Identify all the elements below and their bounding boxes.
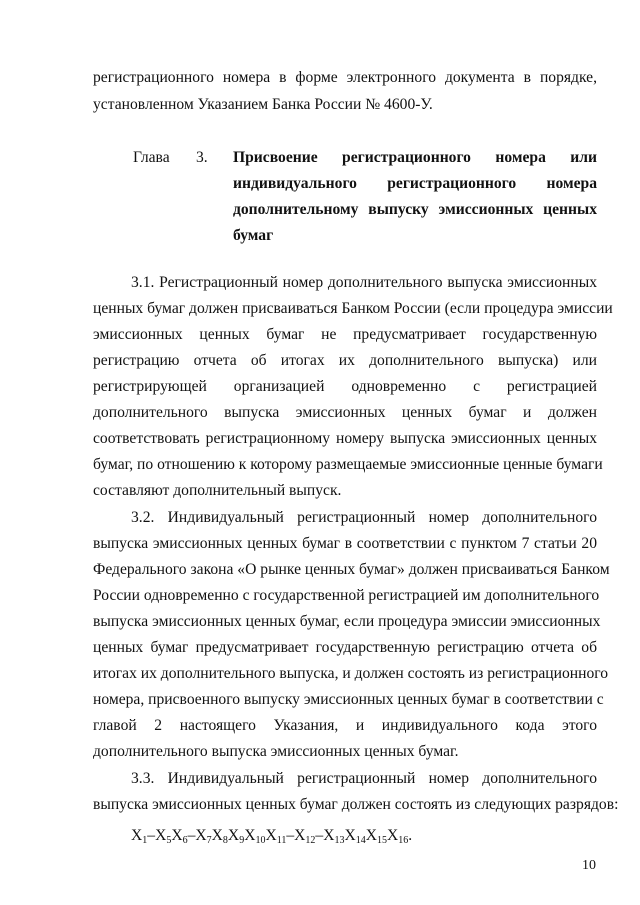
formula-digit-base: X — [131, 827, 143, 844]
paragraph-3-2-line-2: выпуска эмиссионных ценных бумаг в соответствии с пунктом 7 статьи 20 — [93, 535, 597, 552]
formula-digit — [366, 827, 387, 844]
paragraph-3-1-line-8: бумаг, по отношению к которому размещаемые эмиссионные ценные бумаги — [93, 456, 603, 473]
paragraph-3-3-line-2: выпуска эмиссионных ценных бумаг должен состоять из следующих разрядов: — [93, 796, 619, 813]
formula-digit-index: 10 — [255, 835, 266, 846]
formula-digit — [155, 827, 171, 844]
formula-digit-index: 16 — [398, 835, 409, 846]
formula-digit-index: 6 — [182, 835, 188, 846]
formula-digit — [195, 827, 211, 844]
paragraph-3-1-line-5: регистрирующей организацией одновременно с регистрацией — [93, 378, 597, 395]
paragraph-3-1-line-9: составляют дополнительный выпуск. — [93, 482, 342, 499]
chapter-title-line-1: Присвоение регистрационного номера или — [233, 149, 597, 166]
formula-digit — [344, 827, 365, 844]
paragraph-3-2-line-1: 3.2. Индивидуальный регистрационный номер дополнительного — [131, 509, 597, 526]
formula-digit-index: 13 — [334, 835, 345, 846]
paragraph-3-1-line-4: регистрацию отчета об итогах их дополнительного выпуска) или — [93, 352, 597, 369]
formula-separator: – — [286, 827, 295, 844]
paragraph-3-2-line-8: номера, присвоенного выпуску эмиссионных ценных бумаг в соответствии с — [93, 691, 604, 708]
formula-digit-base: X — [265, 827, 277, 844]
chapter-number: 3. — [196, 149, 208, 166]
formula-digit-index: 1 — [142, 835, 148, 846]
formula-digit — [212, 827, 228, 844]
formula-digit-index: 5 — [166, 835, 172, 846]
formula-digit-base: X — [171, 827, 183, 844]
formula-separator: . — [408, 827, 413, 844]
formula-digit-index: 11 — [276, 835, 287, 846]
paragraph-3-1-line-3: эмиссионных ценных бумаг не предусматривает государственную — [93, 326, 597, 343]
formula-digit — [171, 827, 187, 844]
page-number: 10 — [582, 858, 596, 873]
paragraph-3-2-line-7: итогах их дополнительного выпуска, и должен состоять из регистрационного — [93, 665, 609, 682]
formula-separator: – — [147, 827, 156, 844]
formula-digit-base: X — [195, 827, 207, 844]
formula-digit-base: X — [155, 827, 167, 844]
paragraph-3-2-line-4: России одновременно с государственной регистрацией им дополнительного — [93, 587, 600, 604]
formula-digit-index: 15 — [377, 835, 388, 846]
registration-number-formula — [131, 827, 412, 845]
paragraph-3-1-line-1: 3.1. Регистрационный номер дополнительного выпуска эмиссионных — [131, 274, 597, 291]
formula-digit — [131, 827, 147, 844]
paragraph-3-2-line-10: дополнительного выпуска эмиссионных ценных бумаг. — [93, 743, 459, 760]
formula-digit-base: X — [365, 827, 378, 844]
chapter-label: Глава — [133, 149, 170, 166]
chapter-title-line-2: индивидуального регистрационного номера — [233, 175, 597, 192]
paragraph-3-3-line-1: 3.3. Индивидуальный регистрационный номер дополнительного — [131, 770, 597, 787]
formula-digit-index: 12 — [305, 835, 316, 846]
paragraph-3-2-line-3: Федерального закона «О рынке ценных бумаг» должен присваиваться Банком — [93, 561, 610, 578]
paragraph-3-1-line-7: соответствовать регистрационному номеру выпуска эмиссионных ценных — [93, 430, 597, 447]
chapter-title-line-4: бумаг — [233, 227, 274, 244]
formula-digit-base: X — [211, 827, 223, 844]
paragraph-3-2-line-9: главой 2 настоящего Указания, и индивидуального кода этого — [93, 717, 597, 734]
formula-digit-index: 9 — [239, 835, 245, 846]
formula-separator: – — [315, 827, 324, 844]
formula-digit — [228, 827, 244, 844]
formula-digit-index: 14 — [355, 835, 366, 846]
formula-digit-base: X — [323, 827, 335, 844]
formula-digit-index: 7 — [206, 835, 212, 846]
paragraph-3-2-line-5: выпуска эмиссионных ценных бумаг, если процедура эмиссии эмиссионных — [93, 613, 601, 630]
paragraph-3-1-line-2: ценных бумаг должен присваиваться Банком России (если процедура эмиссии — [93, 300, 613, 317]
formula-digit-index: 8 — [222, 835, 228, 846]
formula-digit-base: X — [387, 827, 399, 844]
formula-separator: – — [187, 827, 196, 844]
paragraph-3-2-line-6: ценных бумаг предусматривает государственную регистрацию отчета об — [93, 639, 597, 656]
formula-digit — [244, 827, 265, 844]
formula-digit — [387, 827, 408, 844]
formula-digit — [265, 827, 286, 844]
paragraph-3-1-line-6: дополнительного выпуска эмиссионных ценных бумаг и должен — [93, 404, 597, 421]
chapter-title-line-3: дополнительному выпуску эмиссионных ценных — [233, 201, 597, 218]
intro-line-2: установленном Указанием Банка России № 4600-У. — [93, 96, 433, 113]
formula-digit — [294, 827, 315, 844]
formula-digit — [323, 827, 344, 844]
formula-digit-base: X — [294, 827, 306, 844]
intro-line-1: регистрационного номера в форме электронного документа в порядке, — [93, 69, 597, 86]
formula-digit-base: X — [227, 827, 240, 844]
formula-digit-base: X — [344, 827, 356, 844]
formula-digit-base: X — [244, 827, 256, 844]
